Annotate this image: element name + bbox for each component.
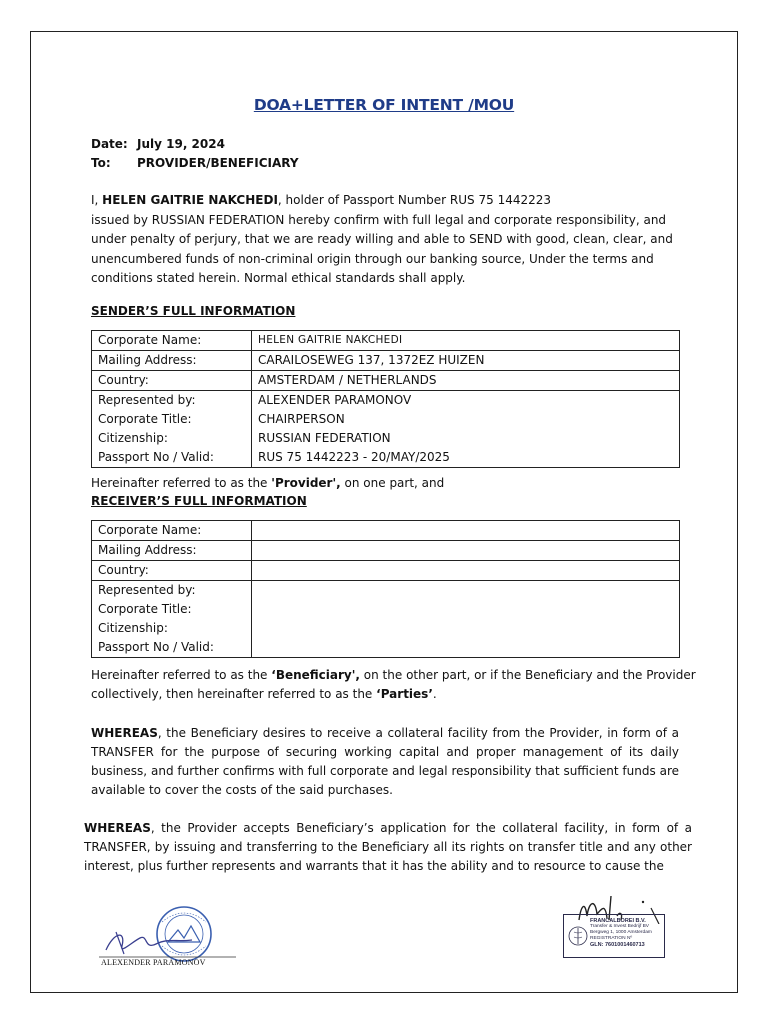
receiver-label: Corporate Name: (92, 521, 252, 541)
parties-term: ‘Parties’ (376, 687, 433, 701)
date-label: Date: (91, 137, 128, 151)
stamp-reg: REGISTRATION Nº (590, 936, 633, 941)
signature-right (561, 892, 681, 964)
sender-value: CARAILOSEWEG 137, 1372EZ HUIZEN (252, 351, 680, 371)
sender-label: Citizenship: (98, 431, 168, 445)
sender-label: Mailing Address: (92, 351, 252, 371)
to-line (91, 156, 299, 170)
table-row (92, 331, 680, 351)
sender-multi-labels (92, 391, 252, 468)
receiver-value (252, 521, 680, 541)
sender-value: CHAIRPERSON (258, 412, 345, 426)
stamp-line: Transfer & Invest Bedrijf BV (590, 924, 650, 929)
table-row (92, 541, 680, 561)
beneficiary-term: ‘Beneficiary', (271, 668, 360, 682)
whereas-paragraph-1 (91, 724, 679, 800)
parties-suffix: . (432, 687, 437, 701)
provider-prefix: Hereinafter referred to as the (91, 476, 272, 490)
whereas-text: , the Beneficiary desires to receive a collateral facility from the Provider, in form of a TRANSFER for the purpose of securing working capital and proper management of its daily business, and further confirms with full corporate and legal responsibility that sufficient funds are available to cover the costs of the said purchases. (91, 726, 679, 797)
beneficiary-prefix: Hereinafter referred to as the (91, 668, 272, 682)
intro-line: unencumbered funds of non-criminal origin through our banking source, Under the terms and (91, 251, 654, 266)
intro-line: issued by RUSSIAN FEDERATION hereby confirm with full legal and corporate responsibility, and (91, 212, 667, 227)
signature-left (96, 902, 236, 972)
company-stamp (563, 914, 665, 958)
stamp-line: Bergweg 1, 1000 Amsterdam (590, 930, 652, 935)
table-row (92, 561, 680, 581)
intro-line: conditions stated herein. Normal ethical standards shall apply. (91, 271, 466, 285)
caduceus-icon (568, 925, 588, 947)
receiver-label: Passport No / Valid: (98, 640, 214, 654)
stamp-company: FRANCALBOREI B.V. (590, 918, 646, 924)
beneficiary-suffix: on the other part, or if the Beneficiary and the Provider (359, 668, 696, 682)
receiver-label: Citizenship: (98, 621, 168, 635)
round-seal-icon (96, 902, 236, 962)
to-value: PROVIDER/BENEFICIARY (137, 156, 299, 170)
receiver-label: Represented by: (98, 583, 196, 597)
intro-line: under penalty of perjury, that we are ready willing and able to SEND with good, clean, clear, and (91, 232, 673, 246)
receiver-multi-values (252, 581, 680, 658)
receiver-heading: RECEIVER’S FULL INFORMATION (91, 494, 307, 508)
whereas-text: , the Provider accepts Beneficiary’s application for the collateral facility, in form of a TRANSFER, by issuing and transferring to the Beneficiary all its rights on transfer title and any other interest, plus further represents and warrants that it has the ability and to resource to cause the (84, 821, 692, 873)
receiver-value (252, 541, 680, 561)
table-row (92, 371, 680, 391)
beneficiary-paragraph (91, 666, 696, 704)
document-title: DOA+LETTER OF INTENT /MOU (253, 96, 515, 114)
provider-line (91, 476, 444, 490)
table-row (92, 351, 680, 371)
sender-label: Represented by: (98, 393, 196, 407)
receiver-label: Mailing Address: (92, 541, 252, 561)
sender-label: Corporate Title: (98, 412, 192, 426)
receiver-label: Country: (92, 561, 252, 581)
intro-rest: , holder of Passport Number RUS 75 1442223 (277, 193, 552, 207)
sender-multi-values (252, 391, 680, 468)
receiver-label: Corporate Title: (98, 602, 192, 616)
to-label: To: (91, 156, 111, 170)
provider-term: 'Provider', (271, 476, 341, 490)
provider-suffix: on one part, and (340, 476, 445, 490)
whereas-paragraph-2 (84, 819, 692, 876)
sender-label: Corporate Name: (92, 331, 252, 351)
sender-heading: SENDER’S FULL INFORMATION (91, 304, 296, 318)
document-page (30, 31, 738, 993)
intro-paragraph (91, 191, 691, 289)
whereas-keyword: WHEREAS (91, 726, 158, 740)
sender-label: Passport No / Valid: (98, 450, 214, 464)
date-line (91, 137, 225, 151)
table-row (92, 521, 680, 541)
sender-table (91, 330, 680, 468)
date-value: July 19, 2024 (137, 137, 225, 151)
intro-name: HELEN GAITRIE NAKCHEDI (102, 193, 278, 207)
parties-prefix: collectively, then hereinafter referred to as the (91, 687, 377, 701)
table-row (92, 391, 680, 468)
table-row (92, 581, 680, 658)
sender-value: AMSTERDAM / NETHERLANDS (252, 371, 680, 391)
intro-prefix: I, (91, 193, 103, 207)
sender-value: RUS 75 1442223 - 20/MAY/2025 (258, 450, 450, 464)
signer-name-left: ALEXENDER PARAMONOV (101, 958, 206, 967)
sender-label: Country: (92, 371, 252, 391)
receiver-table (91, 520, 680, 658)
sender-value: ALEXENDER PARAMONOV (258, 393, 412, 407)
whereas-keyword: WHEREAS (84, 821, 151, 835)
receiver-multi-labels (92, 581, 252, 658)
stamp-gln: GLN: 7601001460713 (590, 942, 645, 948)
sender-value: HELEN GAITRIE NAKCHEDI (252, 331, 680, 351)
receiver-value (252, 561, 680, 581)
sender-value: RUSSIAN FEDERATION (258, 431, 391, 445)
